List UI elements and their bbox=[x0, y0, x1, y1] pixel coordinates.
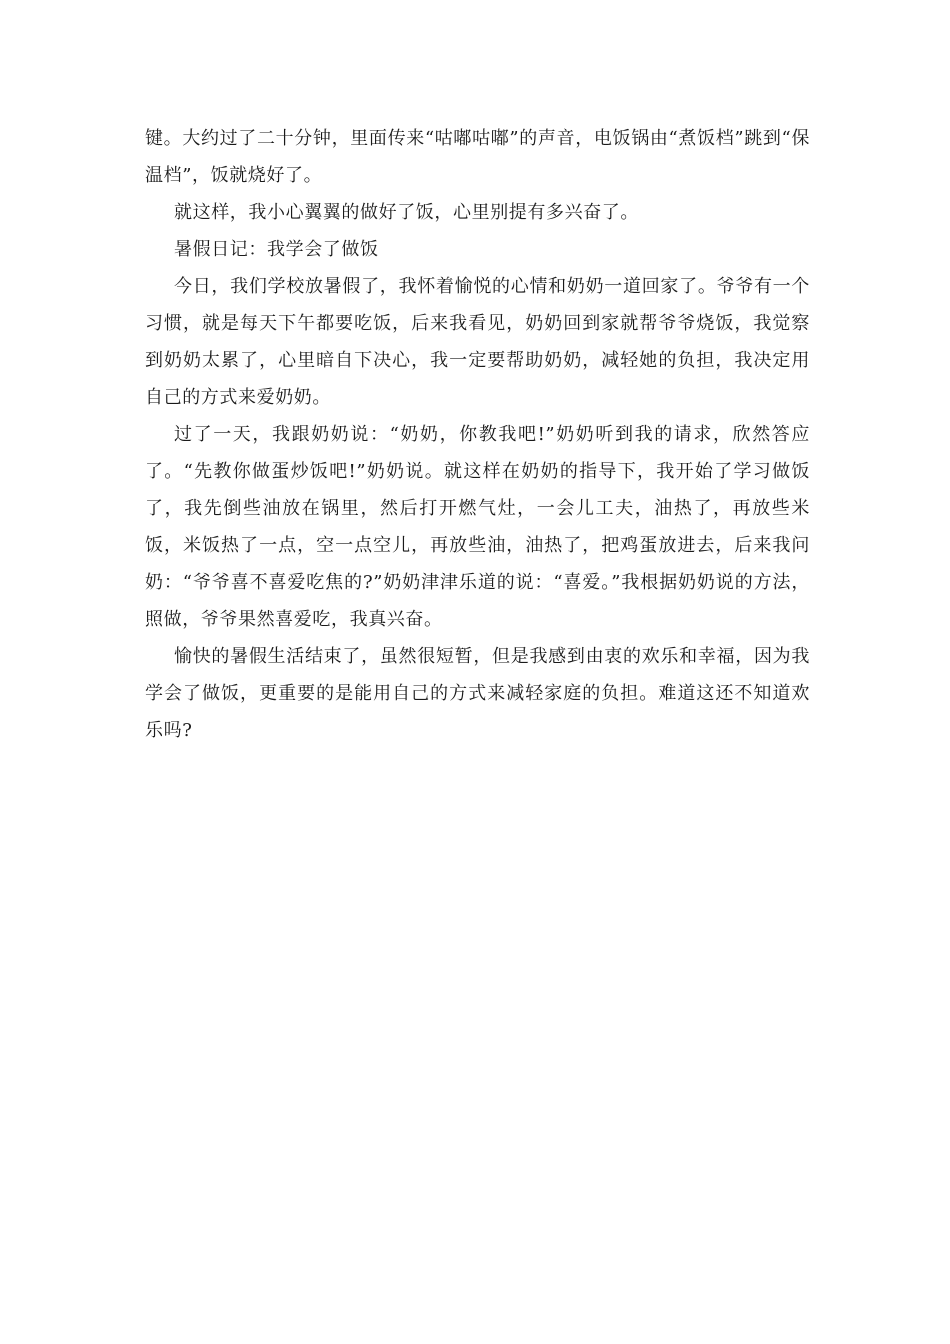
section-heading: 暑假日记：我学会了做饭 bbox=[174, 239, 379, 260]
paragraph: 过了一天，我跟奶奶说：“奶奶，你教我吧!”奶奶听到我的请求，欣然答应了。“先教你做蛋炒饭吧!”奶奶说。就这样在奶奶的指导下，我开始了学习做饭了，我先倒些油放在锅里，然后打开燃气灶，一会儿工夫，油热了，再放些米饭，米饭热了一点，空一点空儿，再放些油，油热了，把鸡蛋放进去，后来我问奶：“爷爷喜不喜爱吃焦的?”奶奶津津乐道的说：“喜爱。”我根据奶奶说的方法，照做，爷爷果然喜爱吃，我真兴奋。 bbox=[145, 424, 810, 630]
paragraph: 就这样，我小心翼翼的做好了饭，心里别提有多兴奋了。 bbox=[174, 202, 639, 223]
paragraph: 今日，我们学校放暑假了，我怀着愉悦的心情和奶奶一道回家了。爷爷有一个习惯，就是每天下午都要吃饭，后来我看见，奶奶回到家就帮爷爷烧饭，我觉察到奶奶太累了，心里暗自下决心，我一定要帮助奶奶，减轻她的负担，我决定用自己的方式来爱奶奶。 bbox=[145, 276, 810, 408]
paragraph-continuation: 键。大约过了二十分钟，里面传来“咕嘟咕嘟”的声音，电饭锅由“煮饭档”跳到“保温档”，饭就烧好了。 bbox=[145, 128, 810, 186]
document-body bbox=[145, 120, 810, 749]
paragraph: 愉快的暑假生活结束了，虽然很短暂，但是我感到由衷的欢乐和幸福，因为我学会了做饭，更重要的是能用自己的方式来减轻家庭的负担。难道这还不知道欢乐吗? bbox=[145, 646, 810, 741]
